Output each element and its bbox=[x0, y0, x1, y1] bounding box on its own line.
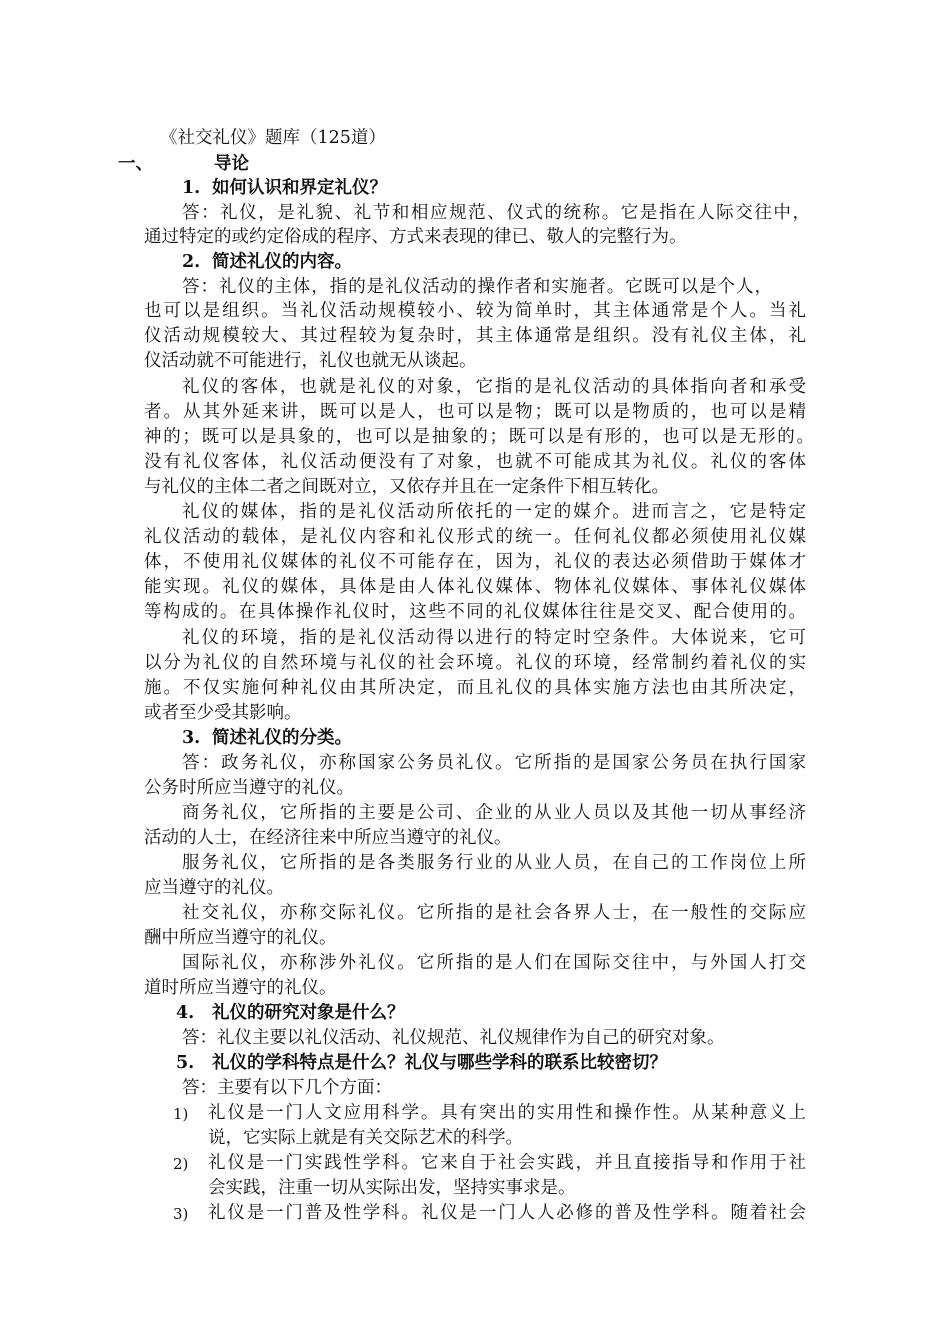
answer-line: 国际礼仪，亦称涉外礼仪。它所指的是人们在国际交往中，与外国人打交 bbox=[182, 953, 806, 973]
answer-line: 仪活动就不可能进行，礼仪也就无从谈起。 bbox=[144, 351, 477, 371]
answer-line: 答：礼仪主要以礼仪活动、礼仪规范、礼仪规律作为自己的研究对象。 bbox=[182, 1028, 725, 1048]
answer-line: 服务礼仪，它所指的是各类服务行业的从业人员，在自己的工作岗位上所 bbox=[182, 853, 806, 873]
question-3-number: 3. bbox=[182, 728, 201, 748]
answer-line: 礼仪的媒体，指的是礼仪活动所依托的一定的媒介。进而言之，它是特定 bbox=[182, 502, 806, 522]
list-item-line: 会实践，注重一切从实际出发，坚持实事求是。 bbox=[208, 1178, 576, 1198]
answer-line: 没有礼仪客体，礼仪活动便没有了对象，也就不可能成其为礼仪。礼仪的客体 bbox=[144, 452, 806, 472]
question-1-number: 1. bbox=[182, 178, 201, 198]
answer-line: 体，不使用礼仪媒体的礼仪不可能存在，因为，礼仪的表达必须借助于媒体才 bbox=[144, 552, 806, 572]
answer-line: 以分为礼仪的自然环境与礼仪的社会环境。礼仪的环境，经常制约着礼仪的实 bbox=[144, 653, 806, 673]
list-item-number: 1) bbox=[173, 1105, 189, 1123]
answer-line: 通过特定的或约定俗成的程序、方式来表现的律已、敬人的完整行为。 bbox=[144, 227, 687, 247]
answer-line: 者。从其外延来讲，既可以是人，也可以是物；既可以是物质的，也可以是精 bbox=[144, 402, 806, 422]
answer-line: 礼仪的环境，指的是礼仪活动得以进行的特定时空条件。大体说来，它可 bbox=[182, 628, 806, 648]
answer-line: 答：政务礼仪，亦称国家公务员礼仪。它所指的是国家公务员在执行国家 bbox=[182, 753, 806, 773]
section-title: 导论 bbox=[214, 154, 249, 174]
question-5-title: 礼仪的学科特点是什么？礼仪与哪些学科的联系比较密切？ bbox=[212, 1053, 667, 1073]
answer-line: 神的；既可以是具象的，也可以是抽象的；既可以是有形的，也可以是无形的。 bbox=[144, 427, 814, 447]
question-2-title: 简述礼仪的内容。 bbox=[212, 252, 352, 272]
answer-line: 也可以是组织。当礼仪活动规模较小、较为简单时，其主体通常是个人。当礼 bbox=[144, 301, 806, 321]
document-title: 《社交礼仪》题库（125道） bbox=[160, 128, 386, 148]
answer-line: 施。不仅实施何种礼仪由其所决定，而且礼仪的具体实施方法也由其所决定， bbox=[144, 678, 806, 698]
answer-line: 答：主要有以下几个方面： bbox=[182, 1078, 392, 1098]
answer-line: 社交礼仪，亦称交际礼仪。它所指的是社会各界人士，在一般性的交际应 bbox=[182, 903, 806, 923]
answer-line: 商务礼仪，它所指的主要是公司、企业的从业人员以及其他一切从事经济 bbox=[182, 803, 806, 823]
list-item-number: 3) bbox=[173, 1205, 189, 1223]
answer-line: 等构成的。在具体操作礼仪时，这些不同的礼仪媒体往往是交叉、配合使用的。 bbox=[144, 602, 806, 622]
answer-line: 应当遵守的礼仪。 bbox=[144, 878, 284, 898]
section-number: 一、 bbox=[118, 154, 153, 174]
question-5-number: 5. bbox=[176, 1053, 195, 1073]
list-item-line: 礼仪是一门实践性学科。它来自于社会实践，并且直接指导和作用于社 bbox=[208, 1153, 806, 1173]
answer-line: 能实现。礼仪的媒体，具体是由人体礼仪媒体、物体礼仪媒体、事体礼仪媒体 bbox=[144, 577, 806, 597]
answer-line: 答：礼仪，是礼貌、礼节和相应规范、仪式的统称。它是指在人际交往中， bbox=[182, 203, 810, 223]
list-item-number: 2) bbox=[173, 1155, 189, 1173]
answer-line: 酬中所应当遵守的礼仪。 bbox=[144, 928, 337, 948]
answer-line: 答：礼仪的主体，指的是礼仪活动的操作者和实施者。它既可以是个人， bbox=[182, 277, 772, 297]
list-item-line: 礼仪是一门普及性学科。礼仪是一门人人必修的普及性学科。随着社会 bbox=[208, 1203, 806, 1223]
question-4-title: 礼仪的研究对象是什么？ bbox=[212, 1003, 405, 1023]
answer-line: 礼仪的客体，也就是礼仪的对象，它指的是礼仪活动的具体指向者和承受 bbox=[182, 377, 806, 397]
question-2-number: 2. bbox=[182, 252, 201, 272]
answer-line: 公务时所应当遵守的礼仪。 bbox=[144, 778, 354, 798]
question-3-title: 简述礼仪的分类。 bbox=[212, 728, 352, 748]
answer-line: 仪活动规模较大、其过程较为复杂时，其主体通常是组织。没有礼仪主体，礼 bbox=[144, 326, 806, 346]
answer-line: 道时所应当遵守的礼仪。 bbox=[144, 978, 337, 998]
answer-line: 礼仪活动的载体，是礼仪内容和礼仪形式的统一。任何礼仪都必须使用礼仪媒 bbox=[144, 527, 806, 547]
answer-line: 或者至少受其影响。 bbox=[144, 703, 302, 723]
answer-line: 与礼仪的主体二者之间既对立，又依存并且在一定条件下相互转化。 bbox=[144, 477, 669, 497]
question-4-number: 4. bbox=[176, 1003, 195, 1023]
list-item-line: 礼仪是一门人文应用科学。具有突出的实用性和操作性。从某种意义上 bbox=[208, 1103, 806, 1123]
answer-line: 活动的人士，在经济往来中所应当遵守的礼仪。 bbox=[144, 828, 512, 848]
question-1-title: 如何认识和界定礼仪？ bbox=[212, 178, 387, 198]
list-item-line: 说，它实际上就是有关交际艺术的科学。 bbox=[208, 1128, 523, 1148]
